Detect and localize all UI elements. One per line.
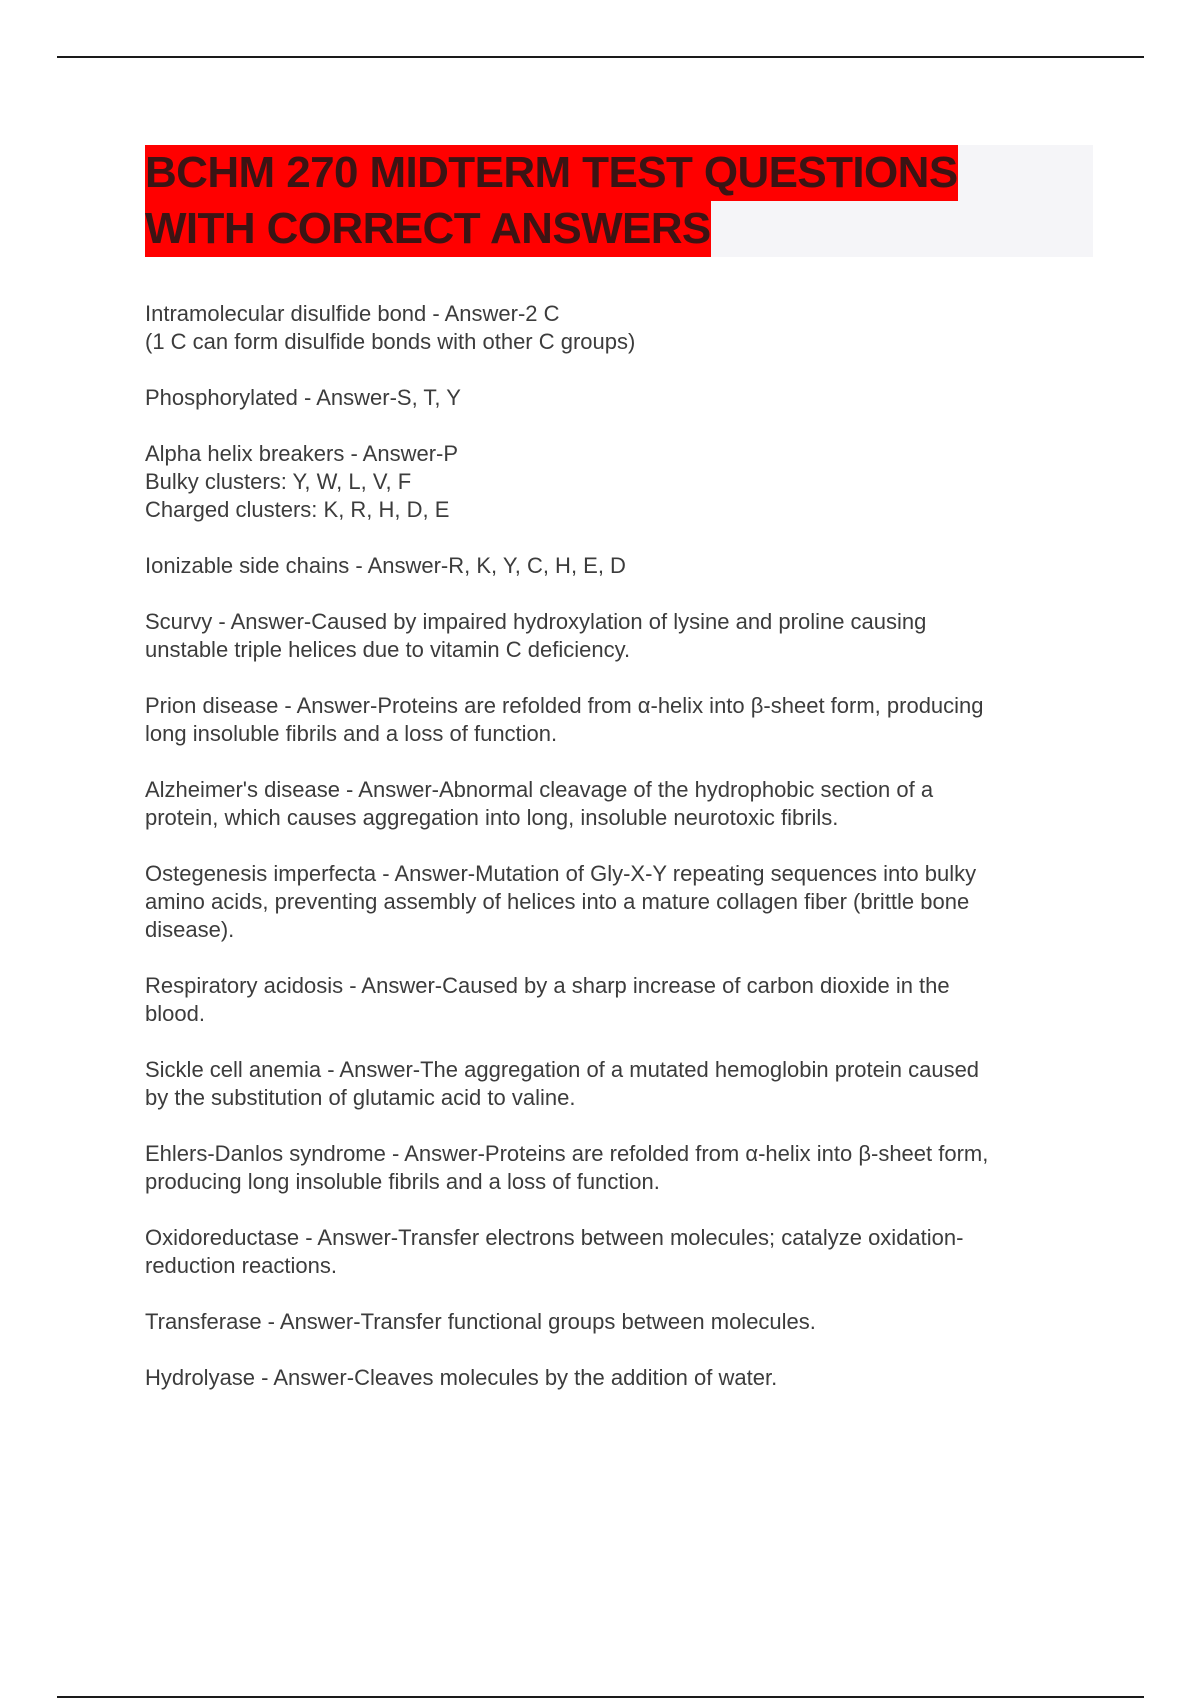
qa-entry-line: Alzheimer's disease - Answer-Abnormal cleavage of the hydrophobic section of a	[145, 777, 934, 802]
qa-entry-line: (1 C can form disulfide bonds with other C groups)	[145, 329, 636, 354]
qa-entry-line: Phosphorylated - Answer-S, T, Y	[145, 385, 461, 410]
qa-entry-line: Ostegenesis imperfecta - Answer-Mutation of Gly-X-Y repeating sequences into bulky	[145, 861, 977, 886]
qa-entry-line: long insoluble fibrils and a loss of function.	[145, 721, 558, 746]
qa-entry-line: Hydrolyase - Answer-Cleaves molecules by the addition of water.	[145, 1365, 778, 1390]
qa-list	[145, 300, 1105, 1420]
bottom-rule	[57, 1696, 1144, 1698]
qa-entry	[145, 1224, 1105, 1280]
document-title	[145, 145, 1093, 257]
qa-entry-line: reduction reactions.	[145, 1253, 337, 1278]
qa-entry	[145, 1364, 1105, 1392]
qa-entry-line: unstable triple helices due to vitamin C deficiency.	[145, 637, 631, 662]
qa-entry-line: Ehlers-Danlos syndrome - Answer-Proteins are refolded from α-helix into β-sheet form,	[145, 1141, 989, 1166]
qa-entry	[145, 608, 1105, 664]
qa-entry-line: by the substitution of glutamic acid to valine.	[145, 1085, 576, 1110]
title-line-1: BCHM 270 MIDTERM TEST QUESTIONS	[145, 145, 958, 201]
qa-entry-line: Prion disease - Answer-Proteins are refolded from α-helix into β-sheet form, producing	[145, 693, 984, 718]
qa-entry-line: producing long insoluble fibrils and a loss of function.	[145, 1169, 660, 1194]
qa-entry	[145, 692, 1105, 748]
qa-entry-line: Scurvy - Answer-Caused by impaired hydroxylation of lysine and proline causing	[145, 609, 927, 634]
title-line-2: WITH CORRECT ANSWERS	[145, 201, 711, 257]
qa-entry	[145, 552, 1105, 580]
qa-entry-line: Oxidoreductase - Answer-Transfer electrons between molecules; catalyze oxidation-	[145, 1225, 964, 1250]
qa-entry	[145, 300, 1105, 356]
qa-entry-line: Respiratory acidosis - Answer-Caused by a sharp increase of carbon dioxide in the	[145, 973, 950, 998]
qa-entry	[145, 776, 1105, 832]
qa-entry-line: Charged clusters: K, R, H, D, E	[145, 497, 450, 522]
qa-entry	[145, 860, 1105, 944]
qa-entry	[145, 972, 1105, 1028]
top-rule	[57, 56, 1144, 58]
qa-entry-line: Sickle cell anemia - Answer-The aggregation of a mutated hemoglobin protein caused	[145, 1057, 980, 1082]
qa-entry-line: protein, which causes aggregation into long, insoluble neurotoxic fibrils.	[145, 805, 839, 830]
qa-entry-line: Alpha helix breakers - Answer-P	[145, 441, 459, 466]
qa-entry	[145, 384, 1105, 412]
qa-entry-line: Transferase - Answer-Transfer functional groups between molecules.	[145, 1309, 816, 1334]
qa-entry-line: disease).	[145, 917, 235, 942]
qa-entry-line: amino acids, preventing assembly of helices into a mature collagen fiber (brittle bone	[145, 889, 970, 914]
qa-entry	[145, 1308, 1105, 1336]
qa-entry	[145, 440, 1105, 524]
qa-entry	[145, 1056, 1105, 1112]
qa-entry-line: blood.	[145, 1001, 205, 1026]
qa-entry-line: Intramolecular disulfide bond - Answer-2 C	[145, 301, 560, 326]
qa-entry-line: Ionizable side chains - Answer-R, K, Y, C, H, E, D	[145, 553, 626, 578]
qa-entry-line: Bulky clusters: Y, W, L, V, F	[145, 469, 412, 494]
qa-entry	[145, 1140, 1105, 1196]
